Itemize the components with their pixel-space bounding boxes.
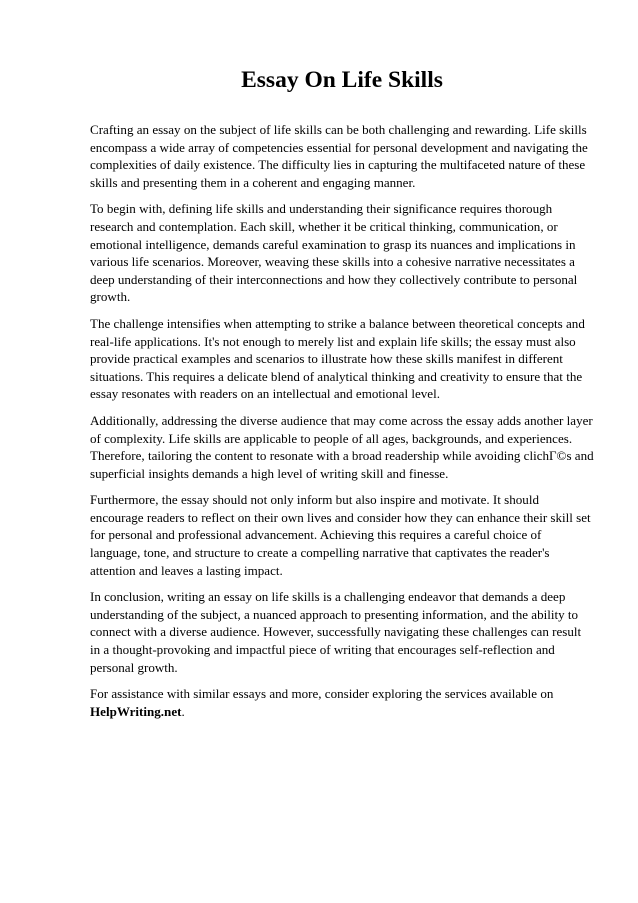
paragraph-theory-practice: The challenge intensifies when attempting to strike a balance between theoretical concepts and real-life applications. It's not enough to merely list and explain life skills; the essay must also provide practical examples and scenarios to illustrate how these skills manifest in different situations. This requires a delicate blend of analytical thinking and creativity to ensure that the essay resonates with readers on an intellectual and emotional level.: [90, 315, 585, 402]
paragraph-conclusion: In conclusion, writing an essay on life skills is a challenging endeavor that demands a deep understanding of the subject, a nuanced approach to presenting information, and the ability to connect with a diverse audience. However, successfully navigating these challenges can result in a thought-provoking and impactful piece of writing that encourages self-reflection and personal growth.: [90, 589, 582, 675]
closing-period: .: [181, 703, 185, 719]
paragraph-defining-skills: To begin with, defining life skills and understanding their significance requires thorough research and contemplation. Each skill, whether it be critical thinking, communication, or emotional intelligence, demands careful examination to grasp its nuances and implications in various life scenarios. Moreover, weaving these skills into a cohesive narrative necessitates a deep understanding of their interconnections and how they collectively contribute to personal growth.: [90, 201, 578, 305]
helpwriting-link[interactable]: HelpWriting.net: [90, 703, 182, 719]
document-title: Essay On Life Skills: [241, 67, 443, 93]
paragraph-intro: Crafting an essay on the subject of life skills can be both challenging and rewarding. Life skills encompass a wide array of competencies essential for personal development and navigating the complexities of daily existence. The difficulty lies in capturing the multifaceted nature of these skills and presenting them in a coherent and engaging manner.: [90, 122, 588, 190]
paragraph-audience: Additionally, addressing the diverse audience that may come across the essay adds another layer of complexity. Life skills are applicable to people of all ages, backgrounds, and experiences. Therefore, tailoring the content to resonate with a broad readership while avoiding clichГ©s and superficial insights demands a high level of writing skill and finesse.: [90, 412, 594, 481]
paragraph-inspire: Furthermore, the essay should not only inform but also inspire and motivate. It should encourage readers to reflect on their own lives and consider how they can enhance their skill set for personal and professional advancement. Achieving this requires a careful choice of language, tone, and structure to create a compelling narrative that captivates the reader's attention and leaves a lasting impact.: [90, 492, 591, 578]
closing-text: For assistance with similar essays and more, consider exploring the services available on: [90, 686, 554, 702]
paragraph-closing: [90, 685, 594, 720]
